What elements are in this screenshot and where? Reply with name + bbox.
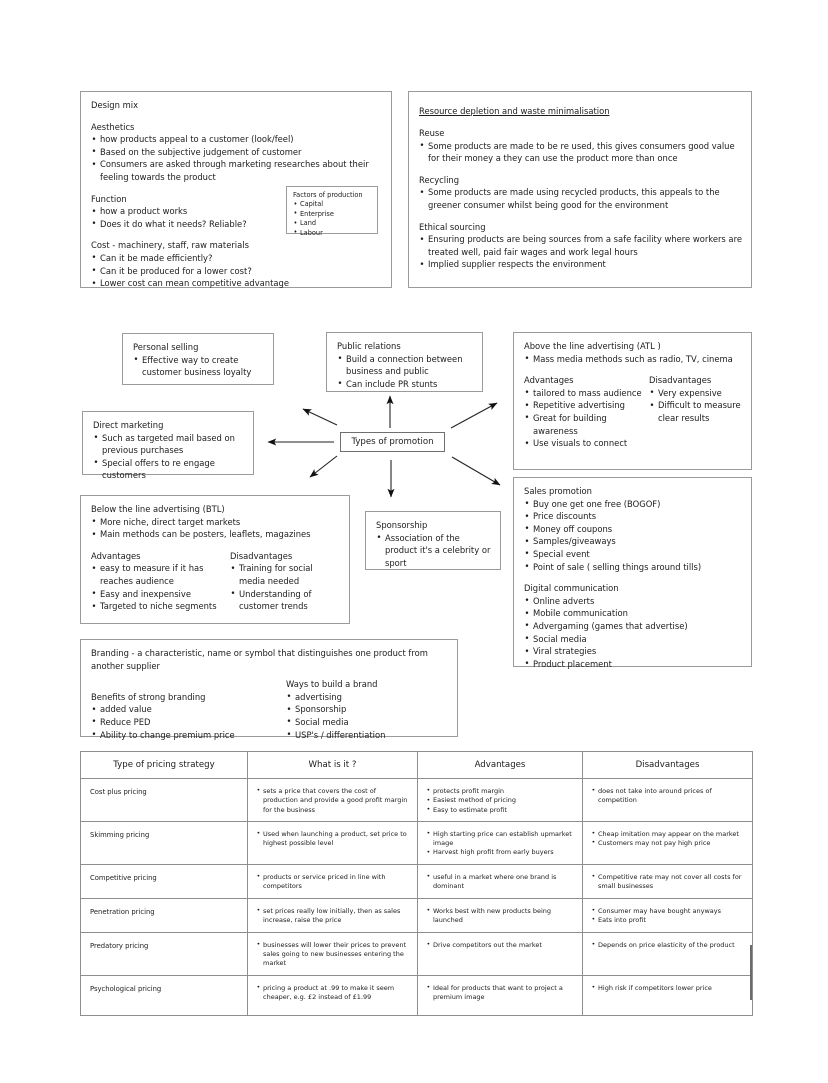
row-strategy: Penetration pricing bbox=[81, 898, 248, 932]
list-item: • Very expensive bbox=[649, 387, 744, 400]
branding-ways-col bbox=[286, 678, 446, 741]
list-item: • Targeted to niche segments bbox=[91, 600, 230, 613]
list-item: • Mass media methods such as radio, TV, cinema bbox=[524, 353, 742, 366]
list-item: • Product placement bbox=[524, 658, 742, 671]
atl-box bbox=[513, 332, 752, 470]
list-item: • Harvest high profit from early buyers bbox=[426, 848, 576, 857]
list-item: • Repetitive advertising bbox=[524, 399, 649, 412]
row-disadvantages bbox=[583, 975, 753, 1015]
row-disadvantages bbox=[583, 864, 753, 898]
table-header-row bbox=[81, 752, 753, 779]
btl-advantages-col bbox=[91, 550, 230, 613]
list-item: • Use visuals to connect bbox=[524, 437, 649, 450]
list-item: • Implied supplier respects the environment bbox=[419, 258, 742, 271]
list-item: • Price discounts bbox=[524, 510, 742, 523]
list-item: • Ideal for products that want to project a premium image bbox=[426, 984, 576, 1003]
list-item: • how a product works bbox=[91, 205, 382, 218]
list-item: • Can it be produced for a lower cost? bbox=[91, 265, 382, 278]
list-item: • Consumers are asked through marketing researches about their feeling towards the product bbox=[91, 158, 382, 183]
list-item: • Point of sale ( selling things around tills) bbox=[524, 561, 742, 574]
column-header-disadvantages: Disadvantages bbox=[583, 752, 753, 779]
list-item: • Great for building awareness bbox=[524, 412, 649, 437]
list-item: • Used when launching a product, set price to highest possible level bbox=[256, 830, 411, 849]
atl-disadvantages-heading: Disadvantages bbox=[649, 375, 712, 386]
list-item: • Customers may not pay high price bbox=[591, 839, 746, 848]
row-what bbox=[248, 898, 418, 932]
btl-advantages-heading: Advantages bbox=[91, 550, 141, 561]
row-what bbox=[248, 932, 418, 975]
list-item: • Lower cost can mean competitive advantage bbox=[91, 277, 382, 290]
branding-ways-list bbox=[286, 691, 446, 741]
list-item: • businesses will lower their prices to prevent sales going to new businesses entering the market bbox=[256, 941, 411, 969]
btl-list bbox=[91, 516, 340, 541]
list-item: • easy to measure if it has reaches audience bbox=[91, 562, 230, 587]
row-strategy: Skimming pricing bbox=[81, 821, 248, 864]
list-item: • Works best with new products being launched bbox=[426, 907, 576, 926]
list-item: • Understanding of customer trends bbox=[230, 588, 338, 613]
list-item: • Based on the subjective judgement of customer bbox=[91, 146, 382, 159]
list-item: • Can include PR stunts bbox=[337, 378, 473, 391]
atl-title: Above the line advertising (ATL ) bbox=[524, 341, 661, 351]
list-item: • Mobile communication bbox=[524, 607, 742, 620]
btl-disadvantages-col bbox=[230, 550, 338, 613]
resource-depletion-box bbox=[408, 91, 752, 288]
public-relations-list bbox=[337, 353, 473, 391]
sponsorship-title: Sponsorship bbox=[376, 520, 428, 530]
row-strategy: Psychological pricing bbox=[81, 975, 248, 1015]
list-item: • Depends on price elasticity of the product bbox=[591, 941, 746, 950]
public-relations-box bbox=[326, 332, 483, 392]
list-item: • useful in a market where one brand is dominant bbox=[426, 873, 576, 892]
list-item: • Special event bbox=[524, 548, 742, 561]
row-disadvantages bbox=[583, 779, 753, 822]
list-item: • Easy and inexpensive bbox=[91, 588, 230, 601]
personal-selling-list bbox=[133, 354, 264, 379]
list-item: • Can it be made efficiently? bbox=[91, 252, 382, 265]
aesthetics-heading: Aesthetics bbox=[91, 121, 135, 132]
row-disadvantages bbox=[583, 932, 753, 975]
list-item: • USP's / differentiation bbox=[286, 729, 446, 742]
ethical-sourcing-list bbox=[419, 233, 742, 271]
cost-list bbox=[91, 252, 382, 290]
row-what bbox=[248, 779, 418, 822]
column-header-advantages: Advantages bbox=[418, 752, 583, 779]
list-item: • protects profit margin bbox=[426, 787, 576, 796]
btl-advantages-list bbox=[91, 562, 230, 612]
sales-promotion-list bbox=[524, 498, 742, 574]
list-item: • Consumer may have bought anyways bbox=[591, 907, 746, 916]
list-item: • pricing a product at .99 to make it seem cheaper, e.g. £2 instead of £1.99 bbox=[256, 984, 411, 1003]
list-item: • Main methods can be posters, leaflets, magazines bbox=[91, 528, 340, 541]
branding-benefits-heading: Benefits of strong branding bbox=[91, 691, 206, 702]
list-item: • Such as targeted mail based on previous purchases bbox=[93, 432, 244, 457]
row-what bbox=[248, 821, 418, 864]
btl-disadvantages-heading: Disadvantages bbox=[230, 550, 293, 561]
recycling-list bbox=[419, 186, 742, 211]
atl-list bbox=[524, 353, 742, 366]
sponsorship-list bbox=[376, 532, 491, 570]
direct-marketing-list bbox=[93, 432, 244, 482]
row-advantages bbox=[418, 779, 583, 822]
reuse-list bbox=[419, 140, 742, 165]
row-advantages bbox=[418, 898, 583, 932]
list-item: • Easiest method of pricing bbox=[426, 796, 576, 805]
list-item: • products or service priced in line with competitors bbox=[256, 873, 411, 892]
list-item: • Does it do what it needs? Reliable? bbox=[91, 218, 382, 231]
list-item: • Social media bbox=[524, 633, 742, 646]
row-advantages bbox=[418, 975, 583, 1015]
list-item: • Association of the product it's a celebrity or sport bbox=[376, 532, 491, 570]
list-item: • Labour bbox=[293, 229, 371, 238]
reuse-heading: Reuse bbox=[419, 128, 445, 138]
public-relations-title: Public relations bbox=[337, 341, 401, 351]
list-item: • sets a price that covers the cost of production and provide a good profit margin for the business bbox=[256, 787, 411, 815]
list-item: • Online adverts bbox=[524, 595, 742, 608]
list-item: • Training for social media needed bbox=[230, 562, 338, 587]
atl-disadvantages-col bbox=[649, 374, 744, 450]
table-row bbox=[81, 932, 753, 975]
atl-advantages-col bbox=[524, 374, 649, 450]
table-row bbox=[81, 864, 753, 898]
list-item: • Buy one get one free (BOGOF) bbox=[524, 498, 742, 511]
list-item: • Eats into profit bbox=[591, 916, 746, 925]
branding-benefits-col bbox=[91, 678, 286, 741]
list-item: • Capital bbox=[293, 200, 371, 209]
row-advantages bbox=[418, 932, 583, 975]
atl-advantages-list bbox=[524, 387, 649, 450]
atl-advantages-heading: Advantages bbox=[524, 375, 574, 386]
types-of-promotion-label: Types of promotion bbox=[351, 437, 434, 447]
recycling-heading: Recycling bbox=[419, 174, 460, 185]
list-item: • Build a connection between business and public bbox=[337, 353, 473, 378]
direct-marketing-title: Direct marketing bbox=[93, 420, 164, 430]
digital-communication-list bbox=[524, 595, 742, 671]
table-row bbox=[81, 898, 753, 932]
personal-selling-title: Personal selling bbox=[133, 342, 199, 352]
list-item: • does not take into around prices of competition bbox=[591, 787, 746, 806]
list-item: • Ensuring products are being sources from a safe facility where workers are treated well, paid fair wages and work legal hours bbox=[419, 233, 742, 258]
list-item: • Special offers to re engage customers bbox=[93, 457, 244, 482]
list-item: • Effective way to create customer business loyalty bbox=[133, 354, 264, 379]
table-row bbox=[81, 779, 753, 822]
btl-box bbox=[80, 495, 350, 624]
list-item: • Drive competitors out the market bbox=[426, 941, 576, 950]
branding-box bbox=[80, 639, 458, 740]
branding-definition: Branding - a characteristic, name or symbol that distinguishes one product from another supplier bbox=[91, 648, 428, 671]
list-item: • Difficult to measure clear results bbox=[649, 399, 744, 424]
btl-disadvantages-list bbox=[230, 562, 338, 612]
row-disadvantages bbox=[583, 898, 753, 932]
sales-promotion-title: Sales promotion bbox=[524, 486, 592, 496]
list-item: • Cheap imitation may appear on the market bbox=[591, 830, 746, 839]
direct-marketing-box bbox=[82, 411, 254, 481]
types-of-promotion-node bbox=[340, 432, 445, 452]
list-item: • Easy to estimate profit bbox=[426, 806, 576, 815]
list-item: • Viral strategies bbox=[524, 645, 742, 658]
aesthetics-list bbox=[91, 133, 382, 183]
list-item: • Enterprise bbox=[293, 210, 371, 219]
function-heading: Function bbox=[91, 193, 127, 204]
column-header-strategy: Type of pricing strategy bbox=[81, 752, 248, 779]
row-strategy: Competitive pricing bbox=[81, 864, 248, 898]
pricing-strategy-table bbox=[80, 751, 753, 1016]
table-row bbox=[81, 821, 753, 864]
row-strategy: Predatory pricing bbox=[81, 932, 248, 975]
row-disadvantages bbox=[583, 821, 753, 864]
list-item: • Sponsorship bbox=[286, 703, 446, 716]
row-what bbox=[248, 975, 418, 1015]
factors-title: Factors of production bbox=[293, 191, 363, 199]
btl-title: Below the line advertising (BTL) bbox=[91, 504, 225, 514]
list-item: • Advergaming (games that advertise) bbox=[524, 620, 742, 633]
row-what bbox=[248, 864, 418, 898]
atl-disadvantages-list bbox=[649, 387, 744, 425]
list-item: • High starting price can establish upmarket image bbox=[426, 830, 576, 849]
list-item: • set prices really low initially, then as sales increase, raise the price bbox=[256, 907, 411, 926]
list-item: • High risk if competitors lower price bbox=[591, 984, 746, 993]
list-item: • Social media bbox=[286, 716, 446, 729]
resource-title: Resource depletion and waste minimalisation bbox=[419, 106, 610, 116]
row-advantages bbox=[418, 821, 583, 864]
list-item: • More niche, direct target markets bbox=[91, 516, 340, 529]
list-item: • Competitive rate may not cover all costs for small businesses bbox=[591, 873, 746, 892]
ethical-sourcing-heading: Ethical sourcing bbox=[419, 221, 486, 232]
scan-edge-artifact bbox=[750, 945, 752, 1000]
list-item: • advertising bbox=[286, 691, 446, 704]
branding-benefits-list bbox=[91, 703, 286, 741]
sponsorship-box bbox=[365, 511, 501, 570]
sales-promotion-box bbox=[513, 477, 752, 667]
digital-communication-title: Digital communication bbox=[524, 583, 619, 594]
column-header-what: What is it ? bbox=[248, 752, 418, 779]
row-advantages bbox=[418, 864, 583, 898]
factors-of-production-box bbox=[286, 186, 378, 237]
cost-heading: Cost - machinery, staff, raw materials bbox=[91, 240, 249, 251]
list-item: • tailored to mass audience bbox=[524, 387, 649, 400]
list-item: • Some products are made to be re used, this gives consumers good value for their money a they can use the product more than once bbox=[419, 140, 742, 165]
row-strategy: Cost plus pricing bbox=[81, 779, 248, 822]
table-row bbox=[81, 975, 753, 1015]
list-item: • Samples/giveaways bbox=[524, 535, 742, 548]
list-item: • Money off coupons bbox=[524, 523, 742, 536]
factors-list bbox=[293, 200, 371, 238]
list-item: • Land bbox=[293, 219, 371, 228]
branding-ways-heading: Ways to build a brand bbox=[286, 679, 378, 690]
list-item: • Ability to change premium price bbox=[91, 729, 286, 742]
design-mix-title: Design mix bbox=[91, 100, 139, 110]
list-item: • how products appeal to a customer (look/feel) bbox=[91, 133, 382, 146]
list-item: • Some products are made using recycled products, this appeals to the greener consumer whilst being good for the environment bbox=[419, 186, 742, 211]
list-item: • added value bbox=[91, 703, 286, 716]
personal-selling-box bbox=[122, 333, 274, 385]
list-item: • Reduce PED bbox=[91, 716, 286, 729]
